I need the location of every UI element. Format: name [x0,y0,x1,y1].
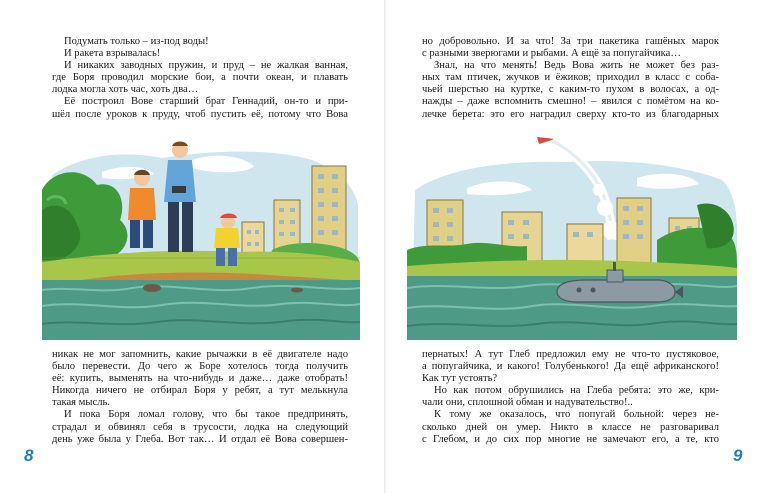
text-line: было перевести. До чего ж Боре хотелось тогда получить [52,361,348,373]
text-line: такая мысль. [52,397,110,409]
text-line: но добровольно. И за что! За три пакетика гашёных марок [422,36,719,47]
text-line: Её построил Вове старший брат Геннадий, он-то и при- [64,96,348,108]
text-line: И никаких заводных пружин, и пруд – не жалкая ванная, [64,60,348,72]
right-page [385,0,770,493]
text-line: И ракета взрывалась! [64,48,161,60]
text-line: Но как потом обрушились на Глеба ребята: это же, кри- [434,385,719,397]
submarine-in-pond-illustration [407,130,737,340]
text-line: чали они, сплошной обман и надувательство!.. [422,397,633,409]
page-number: 8 [24,446,34,465]
text-line: шёл после уроков к пруду, чтоб пустить её, потому что Вова [52,108,348,120]
right-page-bottom-text [422,349,719,446]
left-page-bottom-text [52,349,348,446]
text-line: никак не мог запомнить, какие рычажки в её двигателе надо [52,349,348,360]
left-page-top-text [52,36,348,121]
text-line: Подумать только – из-под воды! [64,36,209,47]
text-line: лодка могла хоть час, хоть два… [52,84,199,96]
boys-at-pond-illustration [42,130,360,340]
text-line: а попугайчика, и какого! Голубенького! Да ещё африканского! [422,361,719,373]
right-page-top-text [422,36,719,121]
text-line: И пока Боря ломал голову, что бы такое предпринять, [64,409,348,421]
text-line: день уже была у Глеба. Вот так… И отдал её Вова совершен- [52,433,348,445]
text-line: Никогда ничего не отбирал Боря у ребят, а тут мелькнула [52,385,348,397]
text-line: с Глебом, и до сих пор многие не замечают его, а те, кто [422,433,719,445]
text-line: чьей шерстью на куртке, с каким-то пухом в волосах, а од- [422,84,719,96]
text-line: с разными зверюгами и рыбами. А ещё за попугайчика… [422,48,681,60]
text-line: К тому же оказалось, что попугай больной: через не- [434,409,719,421]
text-line: её: купить, выменять на что-нибудь и даже… даже отобрать! [52,373,348,385]
text-line: нажды – даже вспомнить смешно! – явился с помётом на ко- [422,96,719,108]
text-line: Как тут устоять? [422,373,498,385]
text-line: лечке берета: это его наградил сверху кто-то из благодарных [422,108,719,120]
text-line: пернатых! А тут Глеб предложил ему не что-то пустяковое, [422,349,719,360]
text-line: Знал, на что менять! Ведь Вова жить не может без раз- [434,60,719,72]
text-line: сколько дней он умер. Никто в классе не разговаривал [422,421,719,433]
text-line: страдал и обвинял себя в трусости, лодка на следующий [52,421,348,433]
text-line: где Боря проводил морские бои, а почти океан, и плавать [52,72,348,84]
text-line: ных там птичек, жучков и ёжиков; приходил в класс с соба- [422,72,719,84]
page-number: 9 [733,446,743,465]
